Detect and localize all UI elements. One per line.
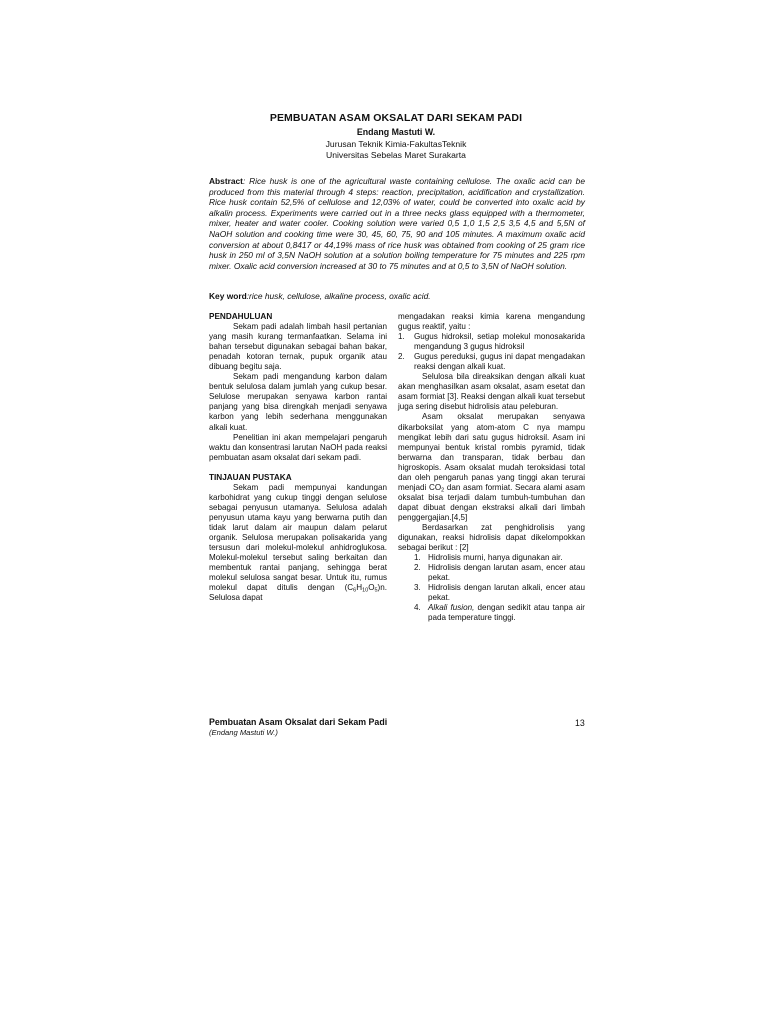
list-text: Gugus hidroksil, setiap molekul monosakarida mengandung 3 gugus hidroksil: [414, 332, 585, 352]
keyword-label: Key word: [209, 291, 247, 301]
author-name: Endang Mastuti W.: [356, 127, 436, 137]
paragraph-with-formula: [398, 412, 585, 523]
paragraph-with-formula: [209, 483, 387, 604]
keyword-text: :rice husk, cellulose, alkaline process, oxalic acid.: [246, 291, 431, 301]
abstract: [209, 176, 585, 271]
list-number: 1.: [414, 553, 421, 563]
list-item: [398, 603, 585, 623]
formula-subscript: 2: [441, 487, 445, 494]
reactive-groups-list: [398, 332, 585, 372]
formula-subscript: 6: [353, 587, 357, 594]
list-item: [398, 563, 585, 583]
list-text-italic: Alkali fusion,: [428, 603, 475, 613]
abstract-label: Abstract: [209, 176, 243, 186]
formula-letter: H: [356, 583, 363, 593]
left-column: [209, 312, 387, 603]
list-item: [398, 583, 585, 603]
list-number: 2.: [398, 352, 405, 362]
list-text: Hidrolisis murni, hanya digunakan air.: [428, 553, 563, 563]
list-text: Gugus pereduksi, gugus ini dapat mengadakan reaksi dengan alkali kuat.: [414, 352, 585, 372]
paragraph: Selulosa bila direaksikan dengan alkali kuat akan menghasilkan asam oksalat, asam esetat dan asam formiat [3]. Reaksi dengan alkali kuat tersebut juga sering disebut hidrolisis atau peleburan.: [398, 372, 585, 412]
paper-header: [206, 112, 586, 161]
list-item: [398, 332, 585, 352]
paragraph-text: dan asam formiat. Secara alami asam oksalat bisa terjadi dalam tumbuh-tumbuhan dan dapat dibuat dengan ekstraksi alkali dari limbah penggergajian.[4,5]: [398, 482, 586, 522]
section-gap: [209, 463, 387, 473]
formula-subscript: 10: [362, 587, 369, 594]
paragraph: Sekam padi adalah limbah hasil pertanian yang masih kurang termanfaatkan. Selama ini bahan tersebut digunakan sebagai bahan bakar, penadah kotoran ternak, pupuk organik atau dibuang begitu saja.: [209, 322, 387, 372]
paragraph-text: )n. Selulosa dapat: [209, 583, 387, 603]
list-number: 3.: [414, 583, 421, 593]
abstract-text: : Rice husk is one of the agricultural waste containing cellulose. The oxalic acid can be produced from this material through 4 steps: reaction, precipitation, acidification and crystallization. Rice husk contain 52,5% of cellulose and 12,03% of water, could be converted into oxalic acid by alkalin process. Experiments were carried out in a three necks glass equipped with a thermometer, mixer, heater and water cooler. Cooking solution were varied 0,5 1,0 1,5 2,5 3,5 4,5 and 5,5N of NaOH solution and cooking time were 30, 45, 60, 75, 90 and 105 minutes. A maximum oxalic acid conversion at about 0,8417 or 44,19% mass of rice husk was obtained from cooking of 25 gram rice husk in 250 ml of 3,5N NaOH solution at a solution boiling temperature for 75 minutes and 225 rpm mixer. Oxalic acid conversion increased at 30 to 75 minutes and at 0,5 to 3,5N of NaOH solution.: [209, 176, 585, 271]
page-number: 13: [575, 718, 585, 728]
list-number: 4.: [414, 603, 421, 613]
paragraph-text: Asam oksalat merupakan senyawa dikarboksilat yang atom-atom C nya mampu mengikat lebih dari satu gugus hidroksil. Asam ini mempunyai bentuk kristal rombis pyramid, tidak berwarna dan transparan, tidak berbau dan higroskopis. Asam oksalat mudah teroksidasi total dan oleh pengaruh panas yang tinggi akan terurai menjadi CO: [398, 412, 585, 492]
paragraph: Berdasarkan zat penghidrolisis yang digunakan, reaksi hidrolisis dapat dikelompokkan sebagai berikut : [2]: [398, 522, 585, 553]
list-item: [398, 553, 585, 563]
list-number: 1.: [398, 332, 405, 342]
paragraph: mengadakan reaksi kimia karena mengandung gugus reaktif, yaitu :: [398, 312, 585, 332]
affiliation-university: Universitas Sebelas Maret Surakarta: [326, 150, 466, 160]
list-item: [398, 352, 585, 372]
footer-author: (Endang Mastuti W.): [209, 728, 278, 737]
section-heading-pendahuluan: PENDAHULUAN: [209, 312, 273, 321]
right-column: [398, 312, 585, 623]
list-number: 2.: [414, 563, 421, 573]
formula-letter: O: [368, 583, 375, 593]
paper-title: PEMBUATAN ASAM OKSALAT DARI SEKAM PADI: [269, 112, 523, 124]
section-heading-tinjauan-pustaka: TINJAUAN PUSTAKA: [209, 472, 292, 482]
hydrolysis-types-list: [398, 553, 585, 623]
list-text: Hidrolisis dengan larutan alkali, encer atau pekat.: [428, 583, 585, 603]
formula-subscript: 5: [374, 587, 378, 594]
footer-title: Pembuatan Asam Oksalat dari Sekam Padi: [209, 717, 388, 727]
keywords: [209, 291, 585, 302]
paragraph: Sekam padi mengandung karbon dalam bentuk selulosa dalam jumlah yang cukup besar. Selulose merupakan senyawa karbon rantai panjang yang bisa direngkah menjadi senyawa karbon yang lebih sederhana menggunakan alkali kuat.: [209, 372, 387, 432]
paragraph-text: Sekam padi mempunyai kandungan karbohidrat yang cukup tinggi dengan selulose sebagai penyusun utamanya. Selulosa adalah penyusun utama kayu yang berwarna putih dan tidak larut dalam air maupun dalam pelarut organik. Selulosa merupakan polisakarida yang tersusun dari molekul-molekul anhidroglukosa. Molekul-molekul tersebut saling berkaitan dan membentuk rantai panjang, sehingga berat molekul selulosa sangat besar. Untuk itu, rumus molekul dapat ditulis dengan (C: [209, 482, 387, 593]
paragraph: Penelitian ini akan mempelajari pengaruh waktu dan konsentrasi larutan NaOH pada reaksi pembuatan asam oksalat dari sekam padi.: [209, 432, 387, 462]
list-text: Hidrolisis dengan larutan asam, encer atau pekat.: [428, 563, 585, 583]
affiliation-department: Jurusan Teknik Kimia-FakultasTeknik: [325, 139, 467, 149]
list-text: dengan sedikit atau tanpa air pada temperature tinggi.: [428, 603, 586, 623]
